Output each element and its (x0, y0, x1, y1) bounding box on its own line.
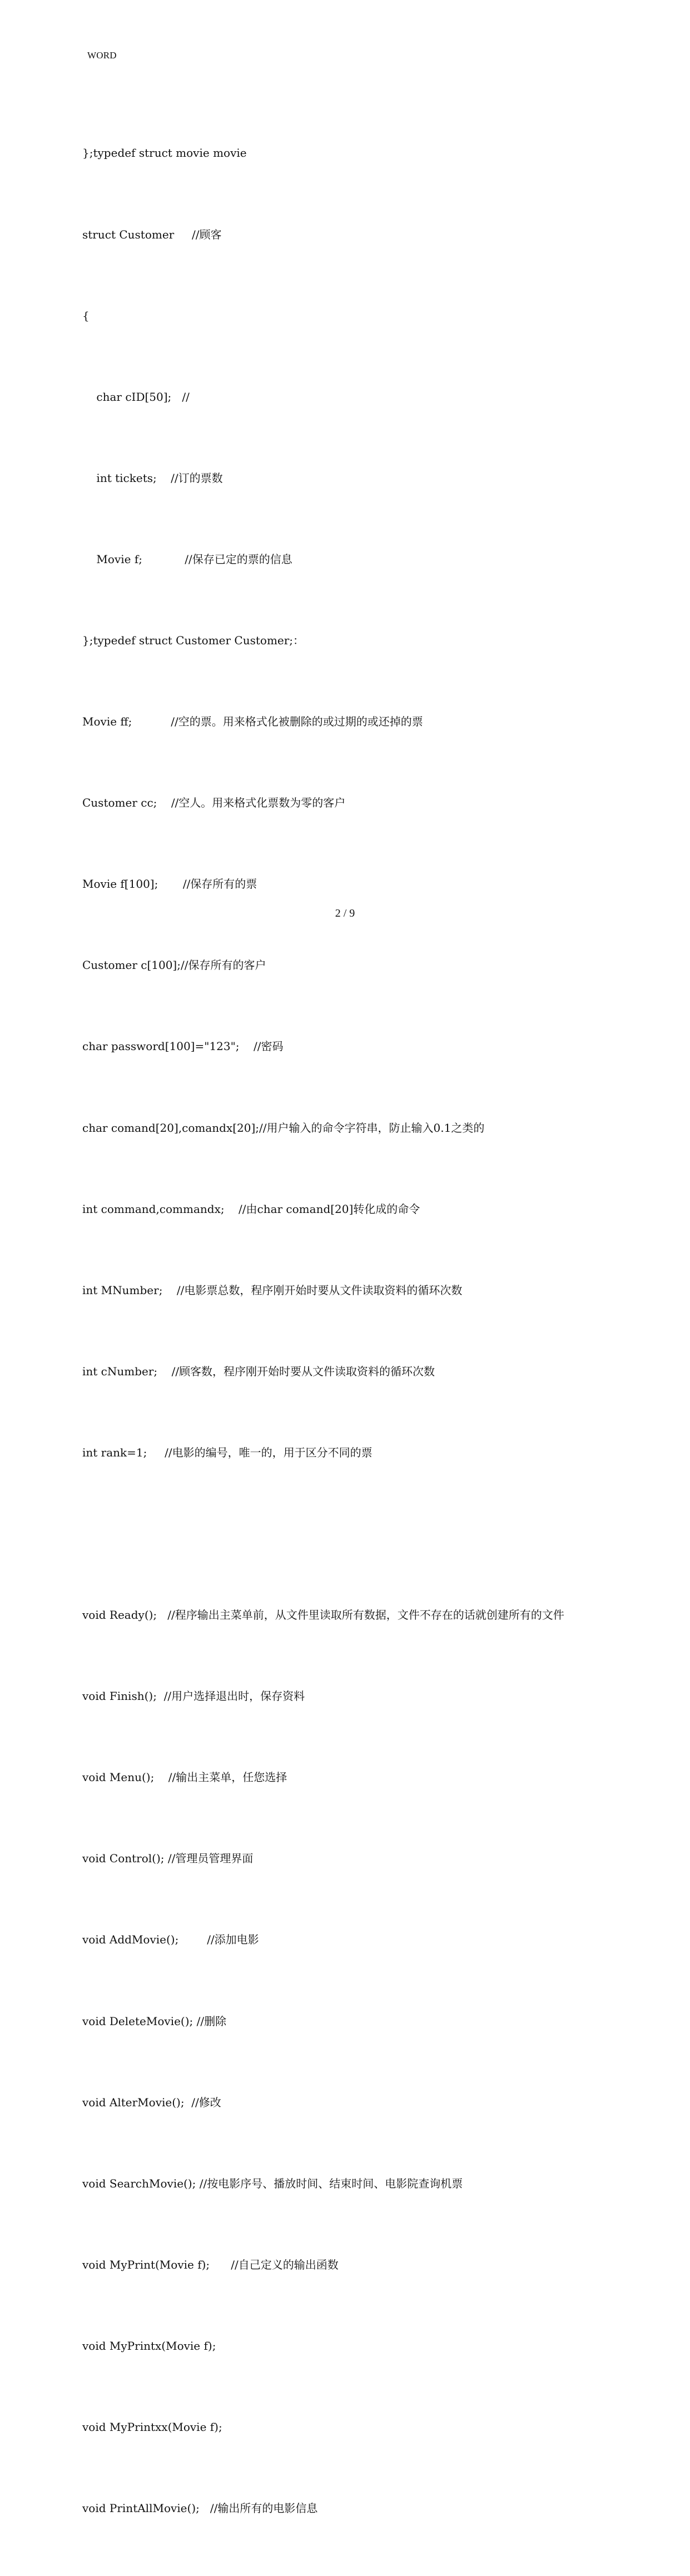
code-line: Customer cc; //空人。用来格式化票数为零的客户 (82, 796, 346, 810)
code-line: { (82, 309, 90, 322)
code-line: struct Customer //顾客 (82, 227, 222, 241)
code-line: Movie f[100]; //保存所有的票 (82, 877, 257, 891)
code-line: void AlterMovie(); //修改 (82, 2095, 221, 2109)
page-header: WORD (87, 50, 117, 61)
code-line: void PrintAllMovie(); //输出所有的电影信息 (82, 2502, 318, 2515)
code-line: int command,commandx; //由char comand[20]转化成的命令 (82, 1202, 420, 1216)
code-line: void Finish(); //用户选择退出时，保存资料 (82, 1689, 305, 1703)
code-line: Movie ff; //空的票。用来格式化被删除的或过期的或还掉的票 (82, 715, 423, 729)
code-line: void AddMovie(); //添加电影 (82, 1933, 259, 1947)
code-line: int tickets; //订的票数 (82, 471, 223, 485)
code-line: void SearchMovie(); //按电影序号、播放时间、结束时间、电影院查询机票 (82, 2176, 463, 2190)
code-line: };typedef struct Customer Customer;： (82, 633, 305, 647)
code-line: void MyPrint(Movie f); //自己定义的输出函数 (82, 2257, 339, 2271)
code-line: void MyPrintx(Movie f); (82, 2339, 216, 2353)
code-line: int rank=1; //电影的编号，唯一的，用于区分不同的票 (82, 1445, 373, 1459)
code-listing (82, 86, 638, 2576)
blank-line (82, 1520, 638, 1548)
code-line: char password[100]="123"; //密码 (82, 1040, 284, 1053)
code-line: int cNumber; //顾客数，程序刚开始时要从文件读取资料的循环次数 (82, 1364, 435, 1378)
page-number: 2 / 9 (335, 907, 355, 919)
code-line: char cID[50]; // (82, 390, 190, 404)
code-line: Customer c[100];//保存所有的客户 (82, 958, 266, 972)
code-line: Movie f; //保存已定的票的信息 (82, 552, 292, 566)
code-line: void Ready(); //程序输出主菜单前，从文件里读取所有数据，文件不存在的话就创建所有的文件 (82, 1608, 564, 1622)
code-line: };typedef struct movie movie (82, 146, 247, 160)
code-line: char comand[20],comandx[20];//用户输入的命令字符串，防止输入0.1之类的 (82, 1121, 485, 1135)
code-line: void Control(); //管理员管理界面 (82, 1852, 254, 1866)
code-line: void DeleteMovie(); //删除 (82, 2014, 227, 2028)
code-line: void Menu(); //输出主菜单，任您选择 (82, 1771, 287, 1784)
code-line: void MyPrintxx(Movie f); (82, 2420, 222, 2434)
code-line: int MNumber; //电影票总数，程序刚开始时要从文件读取资料的循环次数 (82, 1283, 463, 1297)
